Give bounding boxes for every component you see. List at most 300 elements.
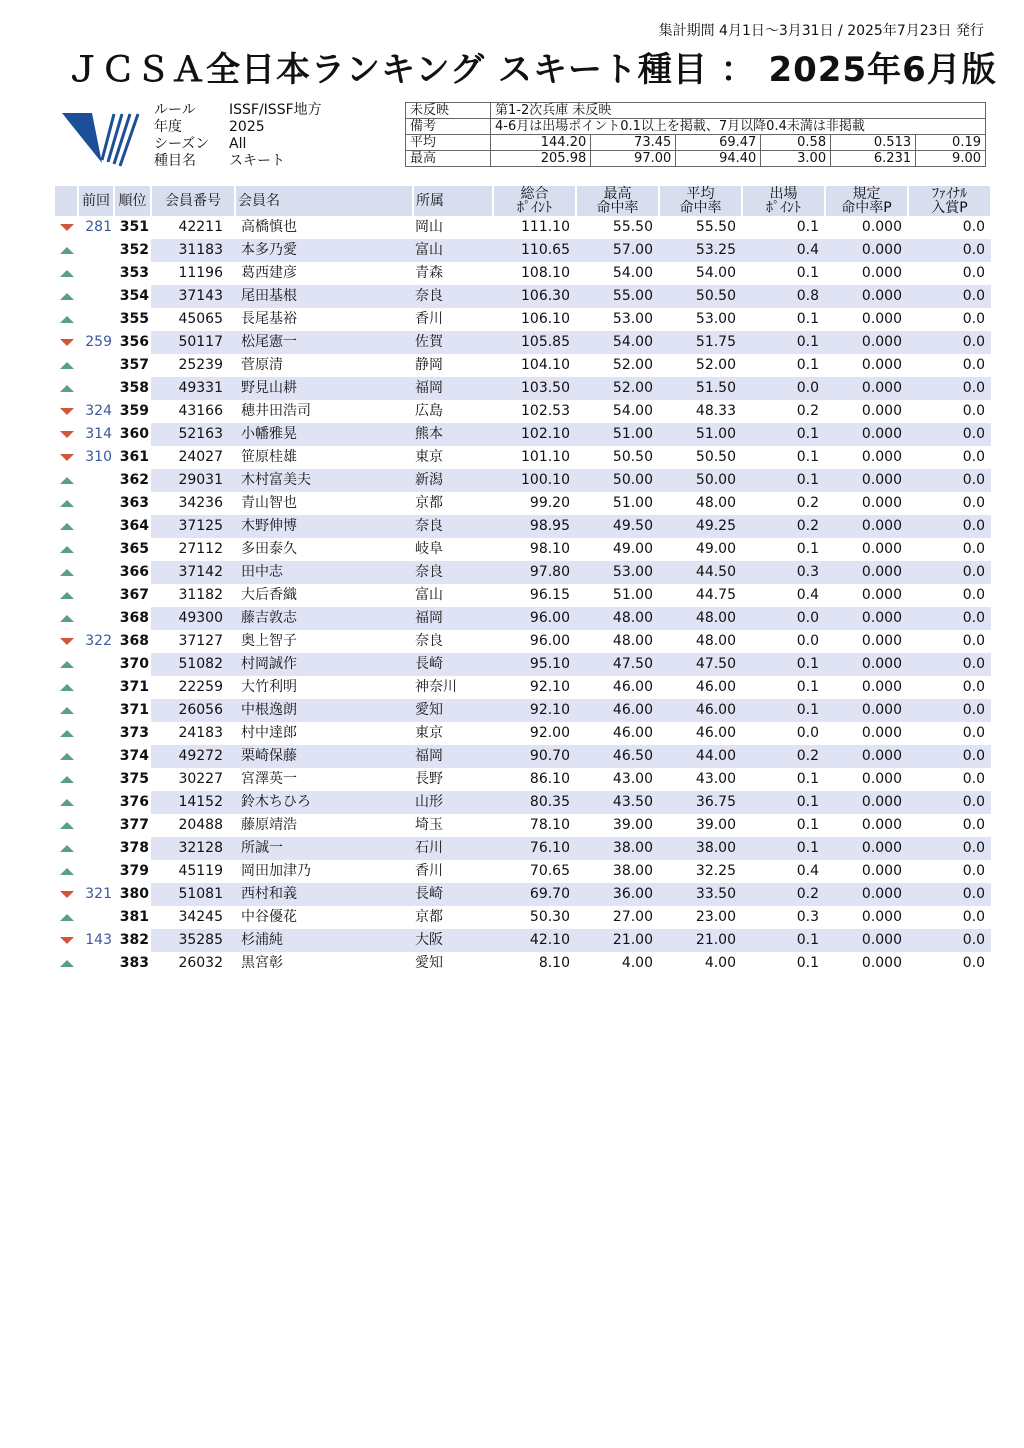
info-row — [154, 136, 322, 153]
prev-rank: 321 — [85, 886, 112, 902]
final-points: 0.0 — [908, 653, 991, 676]
club: 福岡 — [413, 607, 493, 630]
total-points: 110.65 — [493, 239, 576, 262]
rule-points: 0.000 — [825, 883, 908, 906]
final-points: 0.0 — [908, 423, 991, 446]
rule-points: 0.000 — [861, 955, 902, 971]
prev-rank: 143 — [85, 932, 112, 948]
member-name: 本多乃愛 — [235, 239, 413, 262]
prev-rank — [78, 469, 114, 492]
best-rate: 46.00 — [612, 679, 653, 695]
rank: 365 — [119, 541, 149, 557]
avg-rate: 4.00 — [704, 955, 736, 971]
club: 新潟 — [413, 469, 493, 492]
prev-rank — [78, 906, 114, 929]
table-row — [55, 515, 991, 538]
best-rate: 46.00 — [612, 725, 653, 741]
best-rate: 54.00 — [612, 265, 653, 281]
rule-points: 0.000 — [861, 633, 902, 649]
avg-rate: 32.25 — [695, 863, 736, 879]
prev-rank — [78, 308, 114, 331]
rank: 359 — [119, 403, 149, 419]
member-name: 大后香織 — [241, 587, 297, 603]
club: 愛知 — [415, 955, 443, 971]
club: 東京 — [415, 449, 443, 465]
rule-points: 0.000 — [825, 607, 908, 630]
rank: 353 — [119, 265, 149, 281]
member-name: 栗崎保藤 — [235, 745, 413, 768]
avg-rate: 43.00 — [695, 771, 736, 787]
rank-up-icon — [60, 960, 74, 967]
table-row — [55, 400, 991, 423]
rank-up-icon — [60, 546, 74, 553]
member-id: 43166 — [178, 403, 223, 419]
club: 大阪 — [413, 929, 493, 952]
total-points: 69.70 — [493, 883, 576, 906]
table-row — [55, 239, 991, 262]
member-id: 37142 — [151, 561, 235, 584]
table-row — [55, 745, 991, 768]
final-points: 0.0 — [962, 219, 985, 235]
final-points: 0.0 — [962, 909, 985, 925]
rank: 383 — [119, 955, 149, 971]
total-points: 95.10 — [493, 653, 576, 676]
rule-points: 0.000 — [825, 837, 908, 860]
rank: 382 — [119, 932, 149, 948]
avg-rate: 46.00 — [695, 679, 736, 695]
final-points: 0.0 — [908, 331, 991, 354]
entry-points: 0.1 — [796, 357, 819, 373]
rule-points: 0.000 — [861, 771, 902, 787]
avg-rate: 49.00 — [695, 541, 736, 557]
club: 青森 — [415, 265, 443, 281]
rank: 355 — [119, 311, 149, 327]
avg-rate: 51.00 — [659, 423, 742, 446]
rank-up-icon — [60, 316, 74, 323]
col-final: ﾌｧｲﾅﾙ 入賞P — [908, 186, 991, 216]
best-rate: 43.50 — [576, 791, 659, 814]
total-points: 108.10 — [521, 265, 570, 281]
rule-points: 0.000 — [861, 265, 902, 281]
remarks-value: 4-6月は出場ポイント0.1以上を掲載、7月以降0.4未満は非掲載 — [491, 119, 986, 135]
entry-points: 0.1 — [742, 929, 825, 952]
avg-value: 144.20 — [491, 135, 591, 151]
rank: 360 — [119, 426, 149, 442]
member-name: 杉浦純 — [235, 929, 413, 952]
avg-rate: 46.00 — [659, 699, 742, 722]
prev-rank — [78, 722, 114, 745]
table-row — [55, 676, 991, 699]
member-name: 鈴木ちひろ — [235, 791, 413, 814]
rank-up-icon — [60, 730, 74, 737]
rank: 354 — [119, 288, 149, 304]
member-id: 26032 — [178, 955, 223, 971]
best-rate: 57.00 — [576, 239, 659, 262]
rule-points: 0.000 — [825, 699, 908, 722]
total-points: 92.10 — [529, 679, 570, 695]
prev-rank — [78, 952, 114, 975]
avg-rate: 48.00 — [695, 633, 736, 649]
total-points: 70.65 — [529, 863, 570, 879]
rule-points: 0.000 — [861, 587, 902, 603]
best-rate: 39.00 — [612, 817, 653, 833]
max-value: 3.00 — [761, 151, 831, 167]
entry-points: 0.4 — [742, 239, 825, 262]
final-points: 0.0 — [908, 515, 991, 538]
member-name: 所誠一 — [235, 837, 413, 860]
prev-rank — [78, 699, 114, 722]
table-row — [55, 860, 991, 883]
prev-rank: 310 — [85, 449, 112, 465]
avg-rate: 39.00 — [695, 817, 736, 833]
table-row — [55, 814, 991, 837]
rule-points: 0.000 — [825, 515, 908, 538]
rule-points: 0.000 — [861, 449, 902, 465]
total-points: 96.00 — [529, 633, 570, 649]
prev-rank: 281 — [85, 219, 112, 235]
entry-points: 0.3 — [796, 909, 819, 925]
member-name: 中谷優花 — [241, 909, 297, 925]
col-entry: 出場 ﾎﾟｲﾝﾄ — [742, 186, 825, 216]
best-rate: 54.00 — [576, 331, 659, 354]
prev-rank — [78, 492, 114, 515]
rank: 373 — [119, 725, 149, 741]
member-id: 49300 — [151, 607, 235, 630]
total-points: 97.80 — [493, 561, 576, 584]
entry-points: 0.1 — [796, 771, 819, 787]
entry-points: 0.1 — [796, 955, 819, 971]
entry-points: 0.2 — [742, 745, 825, 768]
best-rate: 49.00 — [612, 541, 653, 557]
rank: 376 — [119, 794, 149, 810]
entry-points: 0.1 — [742, 653, 825, 676]
entry-points: 0.2 — [796, 495, 819, 511]
prev-rank — [78, 584, 114, 607]
member-id: 31182 — [178, 587, 223, 603]
member-name: 穂井田浩司 — [241, 403, 311, 419]
prev-rank — [78, 837, 114, 860]
entry-points: 0.1 — [796, 817, 819, 833]
best-rate: 21.00 — [576, 929, 659, 952]
entry-points: 0.1 — [742, 331, 825, 354]
club: 奈良 — [413, 561, 493, 584]
rank: 370 — [119, 656, 149, 672]
table-row — [55, 722, 991, 745]
member-id: 37127 — [178, 633, 223, 649]
member-id: 45119 — [178, 863, 223, 879]
rank-up-icon — [60, 707, 74, 714]
member-name: 笹原桂雄 — [241, 449, 297, 465]
member-id: 29031 — [151, 469, 235, 492]
final-points: 0.0 — [908, 699, 991, 722]
rule-points: 0.000 — [861, 403, 902, 419]
total-points: 96.15 — [529, 587, 570, 603]
col-id: 会員番号 — [151, 186, 235, 216]
rank-up-icon — [60, 385, 74, 392]
total-points: 8.10 — [538, 955, 570, 971]
rule-points: 0.000 — [861, 311, 902, 327]
rank-down-icon — [60, 224, 74, 231]
info-row — [154, 119, 322, 136]
rank-up-icon — [60, 615, 74, 622]
entry-points: 0.0 — [742, 377, 825, 400]
final-points: 0.0 — [962, 265, 985, 281]
rank: 366 — [119, 564, 149, 580]
average-row — [406, 135, 986, 151]
member-name: 中根逸朗 — [235, 699, 413, 722]
member-name: 田中志 — [235, 561, 413, 584]
entry-points: 0.1 — [796, 541, 819, 557]
col-rank: 順位 — [114, 186, 151, 216]
best-rate: 54.00 — [612, 403, 653, 419]
prev-rank — [78, 768, 114, 791]
prev-rank — [78, 262, 114, 285]
col-club: 所属 — [413, 186, 493, 216]
avg-rate: 50.00 — [659, 469, 742, 492]
club: 愛知 — [413, 699, 493, 722]
member-name: 奥上智子 — [241, 633, 297, 649]
best-rate: 38.00 — [612, 863, 653, 879]
avg-rate: 49.25 — [659, 515, 742, 538]
prev-rank — [78, 354, 114, 377]
table-row — [55, 285, 991, 308]
best-rate: 4.00 — [621, 955, 653, 971]
avg-rate: 46.00 — [695, 725, 736, 741]
club: 佐賀 — [413, 331, 493, 354]
info-key: シーズン — [154, 136, 210, 152]
total-points: 76.10 — [493, 837, 576, 860]
max-label: 最高 — [406, 151, 491, 167]
final-points: 0.0 — [962, 863, 985, 879]
entry-points: 0.1 — [742, 423, 825, 446]
total-points: 102.53 — [521, 403, 570, 419]
avg-value: 0.19 — [916, 135, 986, 151]
best-rate: 52.00 — [576, 377, 659, 400]
entry-points: 0.1 — [796, 679, 819, 695]
rank: 378 — [119, 840, 149, 856]
member-id: 50117 — [151, 331, 235, 354]
table-row — [55, 952, 991, 975]
avg-rate: 23.00 — [695, 909, 736, 925]
final-points: 0.0 — [908, 607, 991, 630]
best-rate: 43.00 — [612, 771, 653, 787]
final-points: 0.0 — [962, 587, 985, 603]
table-row — [55, 906, 991, 929]
member-id: 20488 — [178, 817, 223, 833]
table-row — [55, 446, 991, 469]
club: 奈良 — [413, 515, 493, 538]
member-name: 菅原清 — [241, 357, 283, 373]
avg-rate: 47.50 — [659, 653, 742, 676]
table-header — [55, 186, 991, 216]
total-points: 100.10 — [493, 469, 576, 492]
jcsa-logo-icon — [62, 108, 142, 168]
rule-points: 0.000 — [861, 863, 902, 879]
rank-up-icon — [60, 684, 74, 691]
table-row — [55, 308, 991, 331]
avg-rate: 21.00 — [659, 929, 742, 952]
table-row — [55, 630, 991, 653]
member-name: 尾田基根 — [235, 285, 413, 308]
club: 京都 — [415, 495, 443, 511]
final-points: 0.0 — [962, 541, 985, 557]
table-row — [55, 699, 991, 722]
member-name: 松尾憲一 — [235, 331, 413, 354]
best-rate: 55.00 — [576, 285, 659, 308]
best-rate: 51.00 — [576, 423, 659, 446]
final-points: 0.0 — [908, 377, 991, 400]
best-rate: 53.00 — [612, 311, 653, 327]
table-row — [55, 653, 991, 676]
prev-rank — [78, 561, 114, 584]
member-id: 27112 — [178, 541, 223, 557]
table-row — [55, 883, 991, 906]
best-rate: 46.50 — [576, 745, 659, 768]
best-rate: 48.00 — [612, 633, 653, 649]
total-points: 96.00 — [493, 607, 576, 630]
final-points: 0.0 — [908, 745, 991, 768]
col-avg: 平均 命中率 — [659, 186, 742, 216]
member-id: 51081 — [151, 883, 235, 906]
rank: 356 — [119, 334, 149, 350]
rank: 358 — [119, 380, 149, 396]
prev-rank — [78, 538, 114, 561]
rank: 368 — [119, 633, 149, 649]
prev-rank — [78, 653, 114, 676]
rank: 379 — [119, 863, 149, 879]
best-rate: 51.00 — [612, 587, 653, 603]
max-value: 94.40 — [676, 151, 761, 167]
member-id: 52163 — [151, 423, 235, 446]
member-id: 24027 — [178, 449, 223, 465]
rank-down-icon — [60, 339, 74, 346]
member-id: 42211 — [178, 219, 223, 235]
entry-points: 0.3 — [742, 561, 825, 584]
avg-rate: 53.25 — [659, 239, 742, 262]
entry-points: 0.1 — [742, 837, 825, 860]
info-key: 年度 — [154, 119, 182, 135]
prev-rank: 259 — [85, 334, 112, 350]
member-name: 藤吉敦志 — [235, 607, 413, 630]
final-points: 0.0 — [962, 449, 985, 465]
best-rate: 46.00 — [576, 699, 659, 722]
rank-down-icon — [60, 431, 74, 438]
final-points: 0.0 — [908, 469, 991, 492]
prev-rank — [78, 285, 114, 308]
rule-points: 0.000 — [825, 239, 908, 262]
final-points: 0.0 — [962, 725, 985, 741]
avg-rate: 44.50 — [659, 561, 742, 584]
max-value: 205.98 — [491, 151, 591, 167]
club: 長野 — [415, 771, 443, 787]
rule-points: 0.000 — [825, 331, 908, 354]
member-id: 34236 — [178, 495, 223, 511]
entry-points: 0.2 — [742, 883, 825, 906]
rank-up-icon — [60, 845, 74, 852]
rank-up-icon — [60, 914, 74, 921]
col-best: 最高 命中率 — [576, 186, 659, 216]
member-id: 37143 — [151, 285, 235, 308]
unreflected-label: 未反映 — [406, 103, 491, 119]
entry-points: 0.0 — [796, 633, 819, 649]
best-rate: 47.50 — [576, 653, 659, 676]
member-name: 小幡雅晃 — [235, 423, 413, 446]
rank: 380 — [119, 886, 149, 902]
rank-up-icon — [60, 270, 74, 277]
member-name: 木村富美夫 — [235, 469, 413, 492]
prev-rank — [78, 607, 114, 630]
col-total: 総合 ﾎﾟｲﾝﾄ — [493, 186, 576, 216]
total-points: 90.70 — [493, 745, 576, 768]
total-points: 86.10 — [529, 771, 570, 787]
total-points: 103.50 — [493, 377, 576, 400]
avg-rate: 44.00 — [659, 745, 742, 768]
final-points: 0.0 — [962, 403, 985, 419]
rank: 374 — [119, 748, 149, 764]
rank: 367 — [119, 587, 149, 603]
member-name: 葛西建彦 — [241, 265, 297, 281]
entry-points: 0.1 — [742, 699, 825, 722]
club: 埼玉 — [415, 817, 443, 833]
best-rate: 49.50 — [576, 515, 659, 538]
avg-rate: 52.00 — [695, 357, 736, 373]
rank-up-icon — [60, 822, 74, 829]
member-name: 村中達郎 — [241, 725, 297, 741]
table-row — [55, 469, 991, 492]
member-name: 村岡誠作 — [235, 653, 413, 676]
member-id: 11196 — [178, 265, 223, 281]
member-id: 51082 — [151, 653, 235, 676]
entry-points: 0.2 — [742, 515, 825, 538]
table-row — [55, 929, 991, 952]
prev-rank — [78, 814, 114, 837]
avg-rate: 33.50 — [659, 883, 742, 906]
member-id: 24183 — [178, 725, 223, 741]
rank: 351 — [119, 219, 149, 235]
rank: 364 — [119, 518, 149, 534]
table-row — [55, 791, 991, 814]
final-points: 0.0 — [908, 791, 991, 814]
total-points: 111.10 — [521, 219, 570, 235]
member-id: 25239 — [178, 357, 223, 373]
rank-up-icon — [60, 500, 74, 507]
rank-down-icon — [60, 937, 74, 944]
total-points: 105.85 — [493, 331, 576, 354]
rank-up-icon — [60, 247, 74, 254]
info-key: ルール — [154, 102, 196, 118]
club: 岡山 — [415, 219, 443, 235]
final-points: 0.0 — [908, 929, 991, 952]
avg-value: 0.513 — [831, 135, 916, 151]
avg-rate: 51.50 — [659, 377, 742, 400]
final-points: 0.0 — [908, 561, 991, 584]
club: 福岡 — [413, 377, 493, 400]
info-value: ISSF/ISSF地方 — [229, 102, 322, 118]
prev-rank — [78, 745, 114, 768]
total-points: 92.00 — [529, 725, 570, 741]
avg-value: 69.47 — [676, 135, 761, 151]
avg-rate: 54.00 — [695, 265, 736, 281]
total-points: 92.10 — [493, 699, 576, 722]
member-name: 大竹利明 — [241, 679, 297, 695]
rank-down-icon — [60, 408, 74, 415]
rule-points: 0.000 — [825, 745, 908, 768]
member-id: 45065 — [178, 311, 223, 327]
club: 熊本 — [413, 423, 493, 446]
club: 香川 — [415, 311, 443, 327]
rule-points: 0.000 — [825, 929, 908, 952]
max-value: 97.00 — [591, 151, 676, 167]
